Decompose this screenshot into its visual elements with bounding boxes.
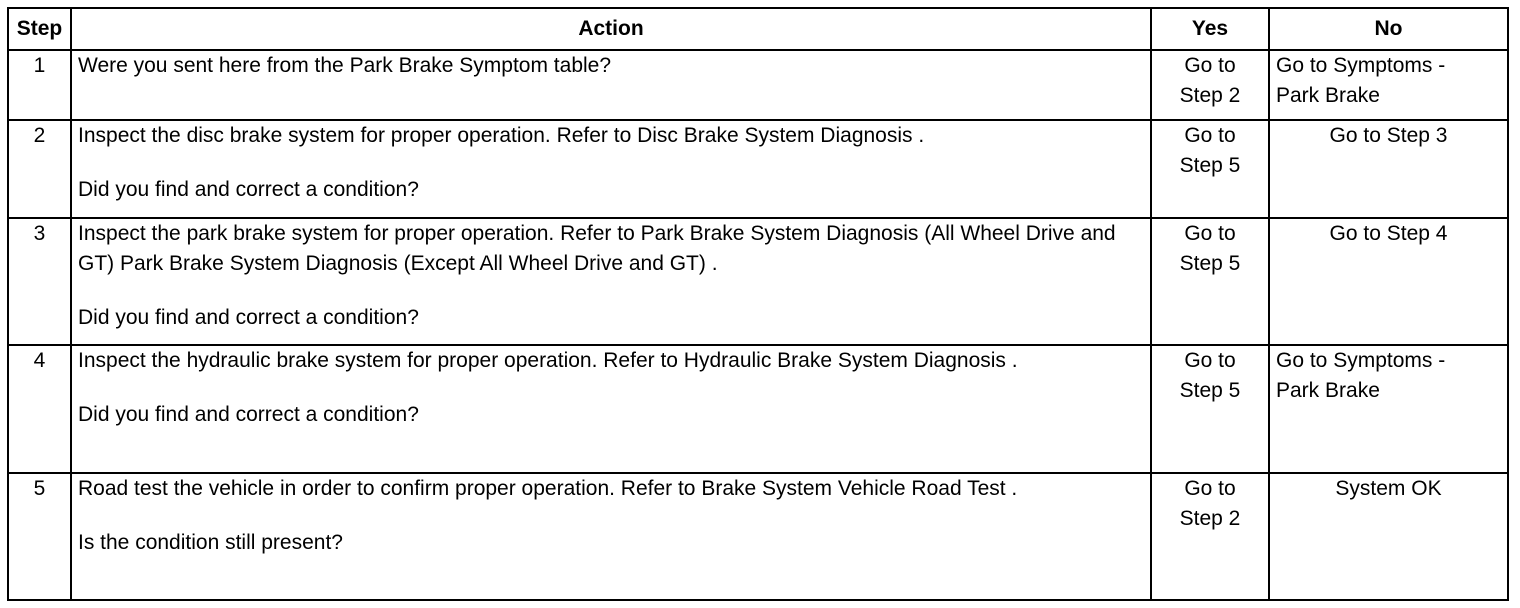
no-cell[interactable] [1269,50,1508,120]
no-text-2: Park Brake [1276,84,1380,107]
no-text-1: Go to Step 4 [1329,221,1448,245]
step-number: 5 [8,473,71,601]
yes-text-1: Go to [1184,124,1236,148]
table-row [8,473,1508,601]
yes-cell[interactable] [1151,50,1269,120]
step-number: 4 [8,345,71,472]
action-cell [71,218,1151,345]
yes-text-2: Step 5 [1179,251,1241,275]
action-text: Inspect the hydraulic brake system for proper operation. Refer to Hydraulic Brake System Diagnosis . [78,349,1018,373]
question-text: Did you find and correct a condition? [78,403,419,427]
table-row [8,218,1508,345]
no-cell[interactable] [1269,120,1508,217]
table-row [8,345,1508,472]
action-cell [71,120,1151,217]
action-text: Inspect the park brake system for proper operation. Refer to Park Brake System Diagnosis (All Wheel Drive and GT) Park Brake System Diagnosis (Except All Wheel Drive and GT) . [78,221,1116,275]
no-cell[interactable] [1269,218,1508,345]
no-cell[interactable] [1269,345,1508,472]
no-text-1: Go to Step 3 [1329,124,1448,148]
action-text: Inspect the disc brake system for proper operation. Refer to Disc Brake System Diagnosis . [78,124,925,148]
action-text: Were you sent here from the Park Brake Symptom table? [78,54,612,77]
no-cell[interactable] [1269,473,1508,601]
yes-cell[interactable] [1151,218,1269,345]
header-row [8,8,1508,50]
step-number: 1 [8,50,71,120]
action-text: Road test the vehicle in order to confirm proper operation. Refer to Brake System Vehicle Road Test . [78,476,1018,500]
yes-text-1: Go to [1184,476,1236,500]
question-text: Did you find and correct a condition? [78,305,419,329]
header-action: Action [71,8,1151,50]
yes-cell[interactable] [1151,345,1269,472]
action-cell [71,345,1151,472]
question-text: Is the condition still present? [78,530,343,554]
question-text: Did you find and correct a condition? [78,178,419,202]
step-number: 2 [8,120,71,217]
action-cell [71,473,1151,601]
diagnostic-table [7,7,1509,601]
header-step: Step [8,8,71,50]
yes-text-2: Step 2 [1179,84,1241,107]
yes-cell[interactable] [1151,120,1269,217]
yes-text-1: Go to [1184,221,1236,245]
table-row [8,120,1508,217]
table-row [8,50,1508,120]
yes-text-2: Step 5 [1179,154,1241,178]
no-text-1: System OK [1335,476,1442,500]
no-text-1: Go to Symptoms - [1276,54,1446,77]
no-text-2: Park Brake [1276,379,1380,403]
step-number: 3 [8,218,71,345]
no-text-1: Go to Symptoms - [1276,349,1446,373]
yes-text-2: Step 2 [1179,506,1241,530]
yes-text-1: Go to [1184,349,1236,373]
header-yes: Yes [1151,8,1269,50]
header-no: No [1269,8,1508,50]
yes-text-2: Step 5 [1179,379,1241,403]
yes-cell[interactable] [1151,473,1269,601]
action-cell [71,50,1151,120]
yes-text-1: Go to [1184,54,1236,77]
